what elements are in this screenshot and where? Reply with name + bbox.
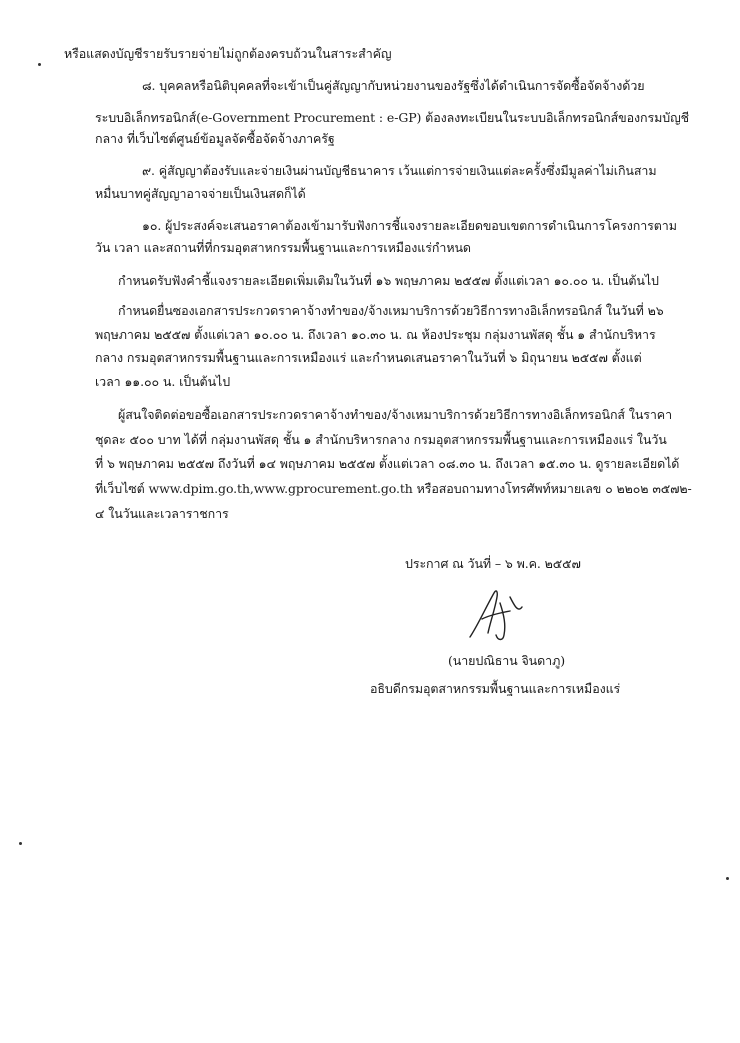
body-line: วัน เวลา และสถานที่ที่กรมอุตสาหกรรมพื้นฐานและการเหมืองแร่กำหนด [95,240,471,255]
body-line: กลาง ที่เว็บไซต์ศูนย์ข้อมูลจัดซื้อจัดจ้างภาครัฐ [95,131,335,146]
signature-image [460,585,530,645]
body-line: ที่ ๖ พฤษภาคม ๒๕๕๗ ถึงวันที่ ๑๔ พฤษภาคม ๒๕๕๗ ตั้งแต่เวลา ๐๘.๓๐ น. ถึงเวลา ๑๕.๓๐ น. ดูรายละเอียดได้ [95,456,680,471]
body-line: ๔ ในวันและเวลาราชการ [95,506,229,521]
body-line: ๑๐. ผู้ประสงค์จะเสนอราคาต้องเข้ามารับฟังการชี้แจงรายละเอียดขอบเขตการดำเนินการโครงการตาม [142,218,677,233]
body-line: ๙. คู่สัญญาต้องรับและจ่ายเงินผ่านบัญชีธนาคาร เว้นแต่การจ่ายเงินแต่ละครั้งซึ่งมีมูลค่าไม่เกินสาม [142,163,657,178]
body-line: หรือแสดงบัญชีรายรับรายจ่ายไม่ถูกต้องครบถ้วนในสาระสำคัญ [64,46,392,61]
body-line: กลาง กรมอุตสาหกรรมพื้นฐานและการเหมืองแร่ และกำหนดเสนอราคาในวันที่ ๖ มิถุนายน ๒๕๕๗ ตั้งแต่ [95,350,642,365]
scan-speck [19,842,22,845]
body-line: พฤษภาคม ๒๕๕๗ ตั้งแต่เวลา ๑๐.๐๐ น. ถึงเวลา ๑๐.๓๐ น. ณ ห้องประชุม กลุ่มงานพัสดุ ชั้น ๑ สำนักบริหาร [95,327,656,342]
body-line: หมื่นบาทคู่สัญญาอาจจ่ายเป็นเงินสดก็ได้ [95,186,306,201]
body-line: ระบบอิเล็กทรอนิกส์(e-Government Procurement : e-GP) ต้องลงทะเบียนในระบบอิเล็กทรอนิกส์ของกรมบัญชี [95,110,690,125]
scan-speck [726,877,729,880]
body-line: เวลา ๑๑.๐๐ น. เป็นต้นไป [95,374,231,389]
signer-name: (นายปณิธาน จินดาภู) [448,653,565,668]
scan-speck [38,63,41,66]
body-line: ผู้สนใจติดต่อขอซื้อเอกสารประกวดราคาจ้างทำของ/จ้างเหมาบริการด้วยวิธีการทางอิเล็กทรอนิกส์ ในราคา [118,407,672,422]
signer-title: อธิบดีกรมอุตสาหกรรมพื้นฐานและการเหมืองแร่ [370,681,621,696]
body-line: กำหนดรับฟังคำชี้แจงรายละเอียดเพิ่มเติมในวันที่ ๑๖ พฤษภาคม ๒๕๕๗ ตั้งแต่เวลา ๑๐.๐๐ น. เป็นต้นไป [118,273,659,288]
body-line: ๘. บุคคลหรือนิติบุคคลที่จะเข้าเป็นคู่สัญญากับหน่วยงานของรัฐซึ่งได้ดำเนินการจัดซื้อจัดจ้างด้วย [142,78,645,93]
body-line: กำหนดยื่นซองเอกสารประกวดราคาจ้างทำของ/จ้างเหมาบริการด้วยวิธีการทางอิเล็กทรอนิกส์ ในวันที่ ๒๖ [118,303,664,318]
body-line: ชุดละ ๕๐๐ บาท ได้ที่ กลุ่มงานพัสดุ ชั้น ๑ สำนักบริหารกลาง กรมอุตสาหกรรมพื้นฐานและการเหมืองแร่ ในวัน [95,432,667,447]
announcement-date: ประกาศ ณ วันที่ – ๖ พ.ค. ๒๕๕๗ [405,556,581,571]
body-line: ที่เว็บไซต์ www.dpim.go.th,www.gprocurement.go.th หรือสอบถามทางโทรศัพท์หมายเลข ๐ ๒๒๐๒ ๓๕๗๒- [95,481,692,496]
